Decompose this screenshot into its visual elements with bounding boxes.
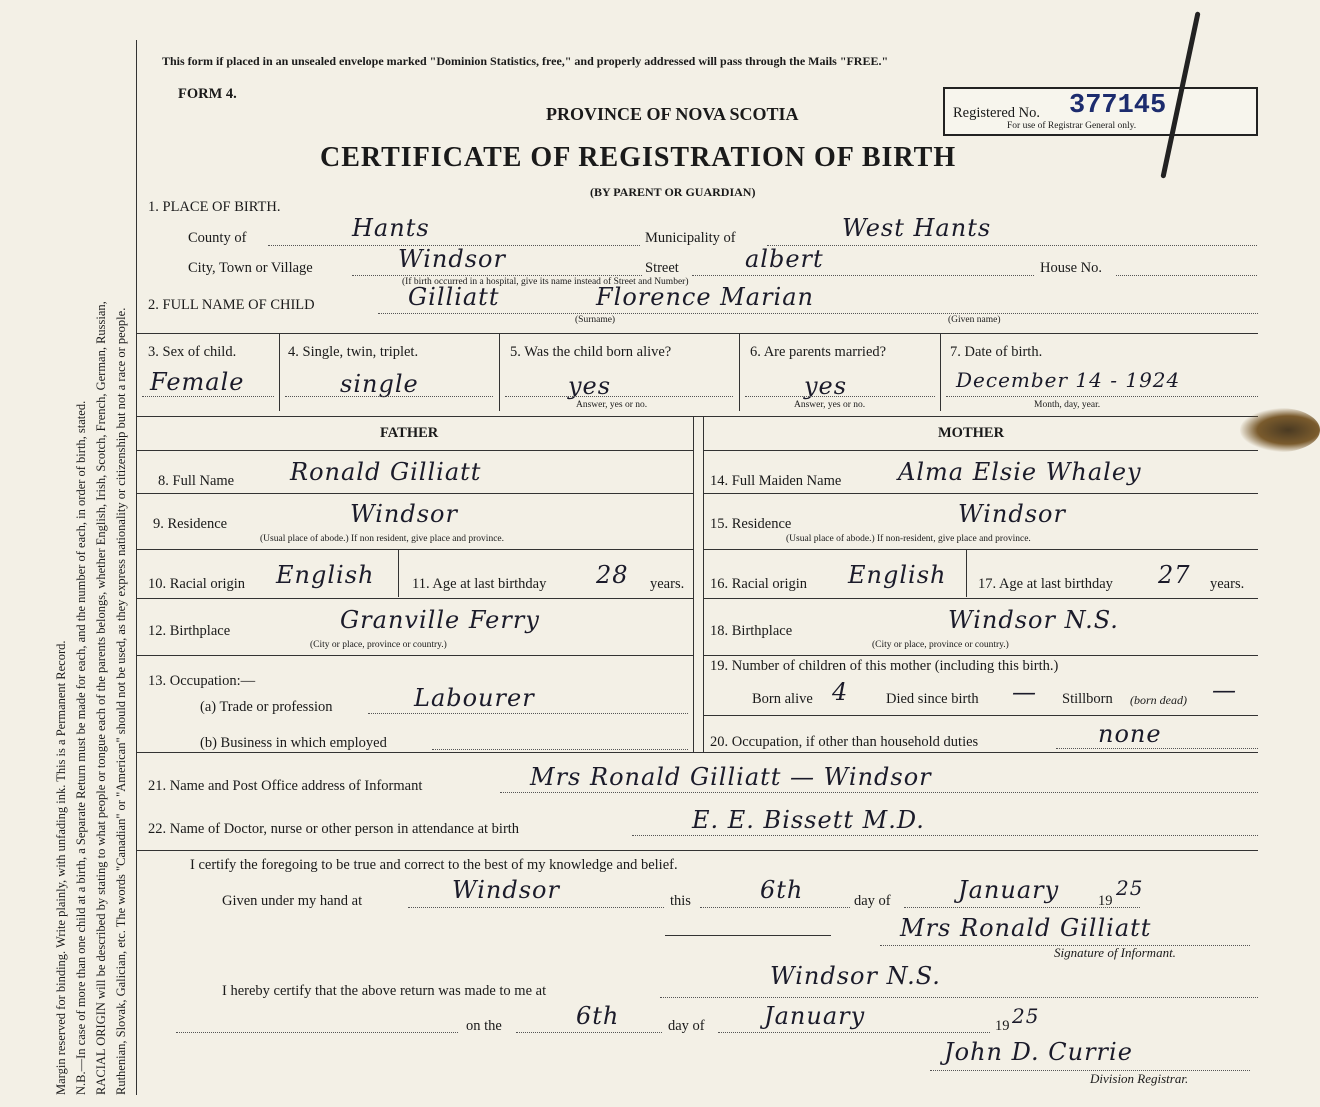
given-place-value: Windsor xyxy=(452,876,560,904)
born-alive-value: yes xyxy=(568,372,612,400)
child-surname: Gilliatt xyxy=(408,283,500,311)
stillborn-note: (born dead) xyxy=(1130,693,1187,707)
mother-race-value: English xyxy=(848,561,947,589)
mother-birthplace-value: Windsor N.S. xyxy=(948,606,1119,634)
parents-married-value: yes xyxy=(804,372,848,400)
mother-residence-label: 15. Residence xyxy=(710,516,792,532)
father-birthplace-value: Granville Ferry xyxy=(340,606,540,634)
registrar-statement: I hereby certify that the above return was made to me at xyxy=(222,983,547,999)
registrar-note: For use of Registrar General only. xyxy=(1007,121,1137,131)
informant-label: 21. Name and Post Office address of Informant xyxy=(148,778,423,794)
registrar-on-label: on the xyxy=(466,1018,502,1034)
city-label: City, Town or Village xyxy=(188,260,313,276)
registrar-month-value: January xyxy=(764,1002,866,1030)
given-name-note: (Given name) xyxy=(948,315,1001,325)
date-note: Month, day, year. xyxy=(1034,400,1101,410)
county-label: County of xyxy=(188,230,247,246)
mother-name-label: 14. Full Maiden Name xyxy=(710,473,842,489)
mail-notice: This form if placed in an unsealed envelope marked "Dominion Statistics, free," and properly addressed will pass through the Mails "FREE." xyxy=(162,54,889,68)
margin-note-racial-origin: RACIAL ORIGIN will be described by stating to what people or tongue each of the parents belongs, whether English, Irish, Scotch, French, German, Russian, xyxy=(94,301,108,1095)
father-race-label: 10. Racial origin xyxy=(148,576,246,592)
doctor-label: 22. Name of Doctor, nurse or other person in attendance at birth xyxy=(148,821,520,837)
mother-occupation-value: none xyxy=(1098,720,1162,748)
children-count-label: 19. Number of children of this mother (including this birth.) xyxy=(710,658,1059,674)
registrar-day-value: 6th xyxy=(576,1002,620,1030)
house-number-label: House No. xyxy=(1040,260,1103,276)
father-age-label: 11. Age at last birthday xyxy=(412,576,547,592)
answer-note-alive: Answer, yes or no. xyxy=(576,400,648,410)
given-under-hand-label: Given under my hand at xyxy=(222,893,363,909)
child-given-names: Florence Marian xyxy=(596,283,814,311)
registrar-signature: John D. Currie xyxy=(944,1038,1133,1066)
certificate-subtitle: (BY PARENT OR GUARDIAN) xyxy=(590,185,756,199)
street-value: albert xyxy=(745,245,824,273)
father-occupation-label: 13. Occupation:— xyxy=(148,673,256,689)
margin-note-multiple-births: N.B.—In case of more than one child at a birth, a Separate Return must be made for each, and the number of each, in order of birth, stated. xyxy=(74,400,88,1095)
place-of-birth-label: 1. PLACE OF BIRTH. xyxy=(148,199,281,215)
registrar-place-value: Windsor N.S. xyxy=(770,962,941,990)
mother-abode-note: (Usual place of abode.) If non-resident, give place and province. xyxy=(786,534,1031,544)
margin-note-racial-origin-cont: Ruthenian, Slovak, Galician, etc. The words "Canadian" or "American" should not be used, as they express nationality or citizenship but not a race or people. xyxy=(114,307,128,1095)
municipality-value: West Hants xyxy=(842,214,992,242)
father-birthplace-note: (City or place, province or country.) xyxy=(310,640,447,650)
born-alive-label: 5. Was the child born alive? xyxy=(510,344,672,360)
stillborn-label: Stillborn xyxy=(1062,691,1113,707)
child-name-label: 2. FULL NAME OF CHILD xyxy=(148,297,315,313)
informant-value: Mrs Ronald Gilliatt — Windsor xyxy=(530,763,932,791)
certification-day-value: 6th xyxy=(760,876,804,904)
died-since-birth-label: Died since birth xyxy=(886,691,979,707)
born-alive-count-value: 4 xyxy=(832,678,849,706)
mother-name-value: Alma Elsie Whaley xyxy=(898,458,1142,486)
certificate-title: CERTIFICATE OF REGISTRATION OF BIRTH xyxy=(320,142,957,173)
registrar-year-prefix: 19 xyxy=(995,1018,1010,1034)
sex-label: 3. Sex of child. xyxy=(148,344,237,360)
municipality-label: Municipality of xyxy=(645,230,736,246)
father-name-label: 8. Full Name xyxy=(158,473,235,489)
parents-married-label: 6. Are parents married? xyxy=(750,344,887,360)
father-years-label: years. xyxy=(650,576,685,592)
certification-month-value: January xyxy=(958,876,1060,904)
hospital-note: (If birth occurred in a hospital, give its name instead of Street and Number) xyxy=(402,277,689,287)
mother-age-label: 17. Age at last birthday xyxy=(978,576,1113,592)
father-abode-note: (Usual place of abode.) If non resident, give place and province. xyxy=(260,534,504,544)
mother-age-value: 27 xyxy=(1158,561,1191,589)
registered-label: Registered No. xyxy=(953,105,1040,121)
died-since-birth-value: — xyxy=(1012,678,1037,706)
ink-blot xyxy=(1240,408,1320,452)
mother-birthplace-note: (City or place, province or country.) xyxy=(872,640,1009,650)
mother-birthplace-label: 18. Birthplace xyxy=(710,623,793,639)
father-heading: FATHER xyxy=(380,425,439,441)
registrar-day-of-label: day of xyxy=(668,1018,705,1034)
father-age-value: 28 xyxy=(596,561,629,589)
father-residence-value: Windsor xyxy=(350,500,458,528)
father-birthplace-label: 12. Birthplace xyxy=(148,623,231,639)
certification-day-of-label: day of xyxy=(854,893,891,909)
father-name-value: Ronald Gilliatt xyxy=(290,458,482,486)
mother-residence-value: Windsor xyxy=(958,500,1066,528)
informant-signature-label: Signature of Informant. xyxy=(1054,945,1176,960)
certification-statement: I certify the foregoing to be true and correct to the best of my knowledge and belief. xyxy=(190,857,678,873)
form-number: FORM 4. xyxy=(178,86,237,102)
answer-note-married: Answer, yes or no. xyxy=(794,400,866,410)
plurality-label: 4. Single, twin, triplet. xyxy=(288,344,419,360)
date-of-birth-value: December 14 - 1924 xyxy=(956,368,1181,392)
trade-value: Labourer xyxy=(414,684,535,712)
registrar-year-value: 25 xyxy=(1012,1004,1040,1028)
street-label: Street xyxy=(645,260,679,276)
father-residence-label: 9. Residence xyxy=(153,516,228,532)
mother-years-label: years. xyxy=(1210,576,1245,592)
trade-label: (a) Trade or profession xyxy=(200,699,333,715)
business-label: (b) Business in which employed xyxy=(200,735,387,751)
this-label: this xyxy=(670,893,691,909)
registrar-signature-label: Division Registrar. xyxy=(1090,1071,1189,1086)
plurality-value: single xyxy=(340,370,419,398)
date-of-birth-label: 7. Date of birth. xyxy=(950,344,1043,360)
surname-note: (Surname) xyxy=(575,315,616,325)
certification-year-value: 25 xyxy=(1116,876,1144,900)
mother-race-label: 16. Racial origin xyxy=(710,576,808,592)
doctor-value: E. E. Bissett M.D. xyxy=(692,806,925,834)
sex-value: Female xyxy=(150,368,245,396)
informant-signature: Mrs Ronald Gilliatt xyxy=(900,914,1152,942)
margin-note-binding: Margin reserved for binding. Write plainly, with unfading ink. This is a Permanent Record. xyxy=(54,640,68,1095)
province-heading: PROVINCE OF NOVA SCOTIA xyxy=(546,104,799,124)
mother-heading: MOTHER xyxy=(938,425,1005,441)
registered-number: 377145 xyxy=(1069,91,1167,121)
stillborn-value: — xyxy=(1212,676,1237,704)
county-value: Hants xyxy=(352,214,430,242)
registered-number-box xyxy=(943,87,1258,136)
city-value: Windsor xyxy=(398,245,506,273)
born-alive-count-label: Born alive xyxy=(752,691,813,707)
certification-year-prefix: 19 xyxy=(1098,893,1113,909)
mother-occupation-label: 20. Occupation, if other than household duties xyxy=(710,734,979,750)
father-race-value: English xyxy=(276,561,375,589)
